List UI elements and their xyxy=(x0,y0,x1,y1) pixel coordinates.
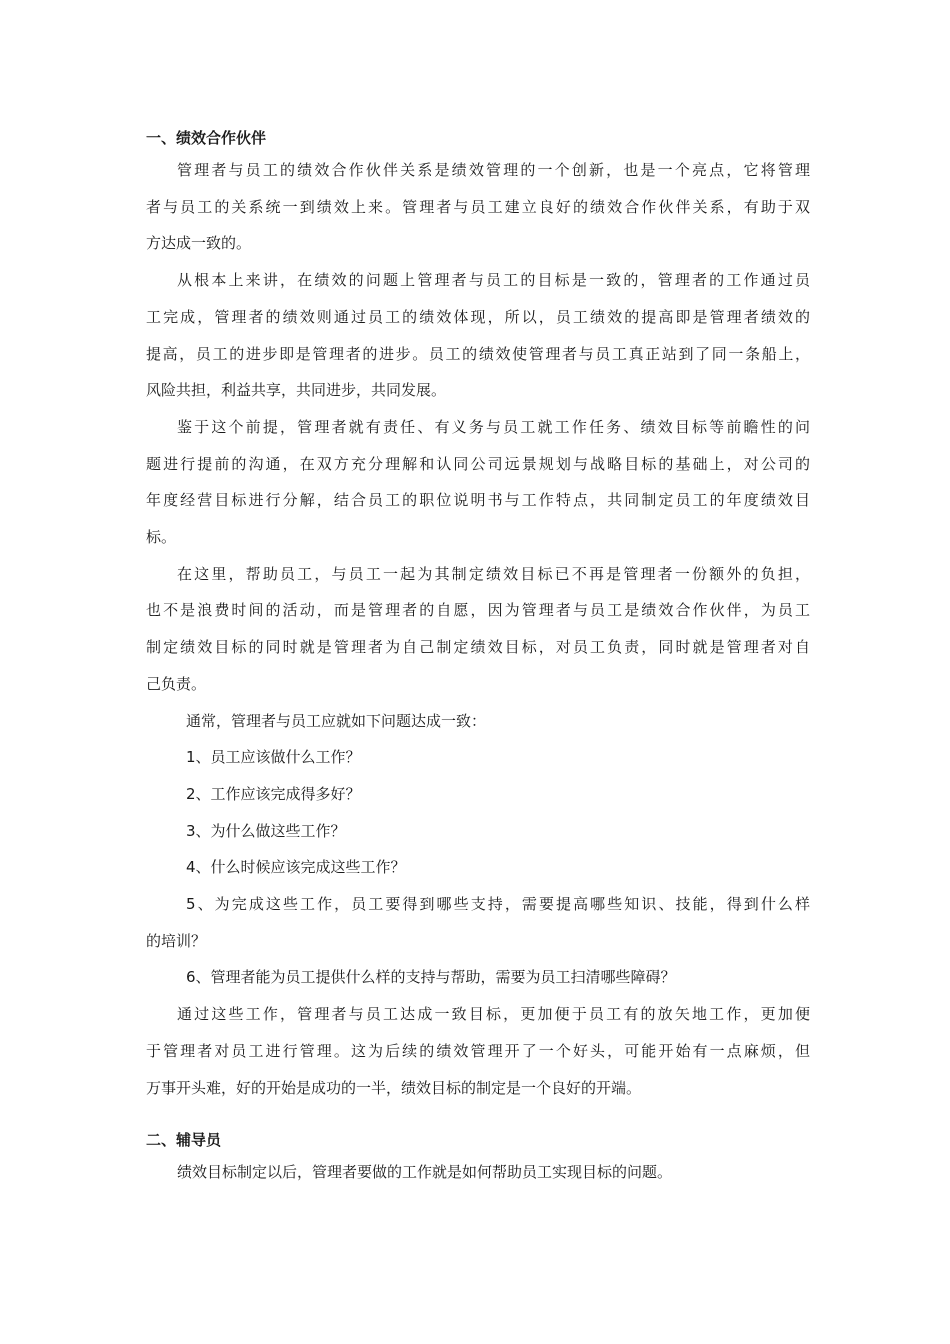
paragraph-line: 4、什么时候应该完成这些工作？ xyxy=(186,858,406,877)
document-body xyxy=(146,124,810,1191)
paragraph-line: 者与员工的关系统一到绩效上来。管理者与员工建立良好的绩效合作伙伴关系，有助于双 xyxy=(146,197,810,216)
paragraph-line: 管理者与员工的绩效合作伙伴关系是绩效管理的一个创新，也是一个亮点，它将管理 xyxy=(177,161,810,179)
paragraph-line: 于管理者对员工进行管理。这为后续的绩效管理开了一个好头，可能开始有一点麻烦，但 xyxy=(146,1041,810,1060)
paragraph-line: 万事开头难，好的开始是成功的一半，绩效目标的制定是一个良好的开端。 xyxy=(146,1078,642,1097)
paragraph xyxy=(146,739,810,776)
paragraph-line: 6、管理者能为员工提供什么样的支持与帮助，需要为员工扫清哪些障碍？ xyxy=(186,968,676,987)
paragraph xyxy=(146,556,810,703)
paragraph-line: 工完成，管理者的绩效则通过员工的绩效体现，所以，员工绩效的提高即是管理者绩效的 xyxy=(146,307,810,326)
section-gap xyxy=(146,1106,810,1126)
paragraph-line: 3、为什么做这些工作？ xyxy=(186,821,346,840)
paragraph xyxy=(146,152,810,262)
paragraph xyxy=(146,703,810,740)
paragraph-line: 5、为完成这些工作，员工要得到哪些支持，需要提高哪些知识、技能，得到什么样 xyxy=(186,895,810,914)
paragraph xyxy=(146,849,810,886)
paragraph xyxy=(146,886,810,959)
paragraph-line: 在这里，帮助员工，与员工一起为其制定绩效目标已不再是管理者一份额外的负担， xyxy=(177,564,810,583)
paragraph-line: 通常，管理者与员工应就如下问题达成一致： xyxy=(186,711,487,730)
section-heading: 二、辅导员 xyxy=(146,1131,222,1150)
paragraph xyxy=(146,409,810,556)
paragraph-line: 制定绩效目标的同时就是管理者为自己制定绩效目标，对员工负责，同时就是管理者对自 xyxy=(146,638,810,657)
paragraph xyxy=(146,959,810,996)
paragraph-line: 年度经营目标进行分解，结合员工的职位说明书与工作特点，共同制定员工的年度绩效目 xyxy=(146,491,810,510)
paragraph xyxy=(146,262,810,409)
paragraph-line: 的培训？ xyxy=(146,931,207,950)
paragraph-line: 提高，员工的进步即是管理者的进步。员工的绩效使管理者与员工真正站到了同一条船上， xyxy=(146,344,810,363)
paragraph-line: 从根本上来讲，在绩效的问题上管理者与员工的目标是一致的，管理者的工作通过员 xyxy=(177,271,810,290)
paragraph-line: 通过这些工作，管理者与员工达成一致目标，更加便于员工有的放矢地工作，更加便 xyxy=(177,1005,810,1024)
paragraph xyxy=(146,776,810,813)
paragraph-line: 也不是浪费时间的活动，而是管理者的自愿，因为管理者与员工是绩效合作伙伴，为员工 xyxy=(146,601,810,620)
paragraph-line: 绩效目标制定以后，管理者要做的工作就是如何帮助员工实现目标的问题。 xyxy=(177,1163,673,1182)
paragraph-line: 己负责。 xyxy=(146,674,207,693)
paragraph-line: 方达成一致的。 xyxy=(146,234,252,253)
paragraph-line: 鉴于这个前提，管理者就有责任、有义务与员工就工作任务、绩效目标等前瞻性的问 xyxy=(177,417,810,436)
paragraph-line: 风险共担，利益共享，共同进步，共同发展。 xyxy=(146,381,447,400)
section-heading: 一、绩效合作伙伴 xyxy=(146,129,267,147)
paragraph xyxy=(146,996,810,1106)
paragraph-line: 2、工作应该完成得多好？ xyxy=(186,784,361,803)
paragraph-line: 标。 xyxy=(146,528,177,547)
paragraph-line: 1、员工应该做什么工作？ xyxy=(186,748,361,767)
paragraph-line: 题进行提前的沟通，在双方充分理解和认同公司远景规划与战略目标的基础上，对公司的 xyxy=(146,454,810,473)
paragraph xyxy=(146,813,810,850)
paragraph xyxy=(146,1154,810,1191)
